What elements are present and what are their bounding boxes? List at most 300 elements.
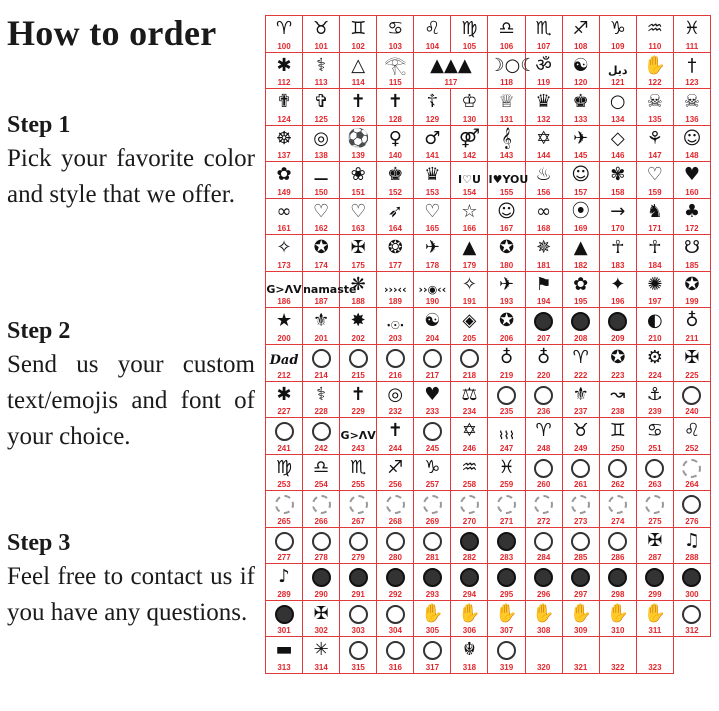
symbol-cell[interactable] — [414, 235, 451, 272]
symbol-number: 186 — [277, 297, 291, 307]
symbol-cell[interactable] — [377, 89, 414, 126]
symbol-number: 207 — [536, 334, 551, 343]
symbol-glyph — [266, 422, 302, 446]
symbol-cell[interactable] — [451, 345, 488, 382]
symbol-cell[interactable] — [451, 601, 488, 638]
symbol-cell[interactable] — [488, 491, 525, 528]
symbol-glyph: ⚊ — [313, 164, 330, 186]
symbol-cell[interactable] — [377, 528, 414, 565]
symbol-cell[interactable] — [526, 528, 563, 565]
symbol-number: 300 — [685, 589, 699, 599]
symbol-cell[interactable] — [600, 528, 637, 565]
symbol-cell[interactable] — [451, 308, 488, 345]
symbol-cell[interactable] — [637, 418, 674, 455]
symbol-number: 234 — [462, 407, 477, 417]
symbol-number: 140 — [388, 151, 402, 161]
symbol-cell[interactable] — [488, 455, 525, 492]
symbol-cell[interactable] — [340, 491, 377, 528]
symbol-cell[interactable] — [303, 272, 357, 309]
symbol-glyph — [451, 532, 487, 556]
symbol-cell[interactable] — [414, 126, 451, 163]
symbol-cell[interactable] — [488, 16, 525, 53]
symbol-cell[interactable] — [674, 235, 711, 272]
symbol-glyph: ♍ — [461, 18, 478, 39]
symbol-cell[interactable] — [414, 308, 451, 345]
symbol-cell[interactable] — [266, 308, 303, 345]
symbol-cell[interactable] — [303, 528, 340, 565]
symbol-cell[interactable] — [600, 345, 637, 382]
symbol-cell[interactable] — [266, 162, 303, 199]
symbol-cell[interactable] — [526, 199, 563, 236]
symbol-number: 267 — [351, 516, 365, 526]
symbol-number: 266 — [314, 516, 328, 526]
symbol-number: 248 — [536, 443, 551, 453]
symbol-cell[interactable] — [377, 418, 414, 455]
symbol-cell[interactable] — [526, 272, 563, 309]
symbol-cell[interactable] — [600, 235, 637, 272]
symbol-cell[interactable] — [340, 162, 377, 199]
symbol-glyph: Dad — [269, 353, 299, 368]
symbol-cell[interactable] — [266, 637, 303, 674]
symbol-cell[interactable] — [526, 637, 563, 674]
symbol-cell[interactable] — [266, 455, 303, 492]
symbol-number: 246 — [462, 443, 477, 453]
symbol-cell[interactable] — [488, 162, 529, 199]
symbol-cell[interactable] — [674, 564, 711, 601]
symbol-number: 184 — [648, 260, 662, 270]
symbol-cell[interactable] — [451, 528, 488, 565]
symbol-cell[interactable] — [414, 53, 488, 90]
medallion-icon — [423, 568, 442, 587]
symbol-number: 209 — [611, 334, 625, 343]
symbol-cell[interactable] — [600, 162, 637, 199]
symbol-cell[interactable] — [563, 382, 600, 419]
symbol-cell[interactable] — [563, 564, 600, 601]
symbol-cell[interactable] — [303, 418, 340, 455]
symbol-cell[interactable] — [526, 382, 563, 419]
symbol-cell[interactable] — [488, 418, 525, 455]
symbol-cell[interactable] — [526, 16, 563, 53]
symbol-glyph — [600, 459, 636, 483]
symbol-cell[interactable] — [637, 564, 674, 601]
symbol-cell[interactable] — [266, 418, 303, 455]
symbol-cell[interactable] — [451, 89, 488, 126]
symbol-cell[interactable] — [563, 455, 600, 492]
symbol-cell[interactable] — [414, 345, 451, 382]
symbol-number: 268 — [388, 516, 402, 526]
symbol-cell[interactable] — [600, 418, 637, 455]
symbol-cell[interactable] — [637, 16, 674, 53]
symbol-cell[interactable] — [377, 235, 414, 272]
symbol-cell[interactable] — [563, 199, 600, 236]
symbol-cell[interactable] — [414, 16, 451, 53]
symbol-cell[interactable] — [377, 455, 414, 492]
symbol-cell[interactable] — [451, 16, 488, 53]
symbol-cell[interactable] — [303, 53, 340, 90]
symbol-number: 232 — [388, 407, 402, 417]
symbol-cell[interactable] — [414, 637, 451, 674]
symbol-cell[interactable] — [600, 382, 637, 419]
symbol-cell[interactable] — [266, 528, 303, 565]
symbol-cell[interactable] — [674, 418, 711, 455]
symbol-cell[interactable] — [600, 308, 637, 345]
symbol-cell[interactable] — [563, 235, 600, 272]
symbol-number: 132 — [536, 114, 551, 124]
symbol-cell[interactable] — [488, 272, 525, 309]
symbol-cell[interactable] — [600, 89, 637, 126]
symbol-cell[interactable] — [600, 637, 637, 674]
symbol-cell[interactable] — [488, 601, 525, 638]
step-1-heading: Step 1 — [7, 112, 71, 138]
symbol-cell[interactable] — [674, 126, 711, 163]
symbol-glyph: ♣ — [683, 200, 701, 222]
symbol-glyph — [303, 349, 339, 373]
symbol-glyph — [303, 495, 339, 519]
symbol-cell[interactable] — [637, 162, 674, 199]
symbol-glyph — [674, 386, 710, 410]
symbol-cell[interactable] — [303, 455, 340, 492]
symbol-cell[interactable] — [303, 126, 340, 163]
symbol-cell[interactable] — [526, 564, 563, 601]
symbol-number: 113 — [314, 78, 328, 88]
symbol-cell[interactable] — [451, 491, 488, 528]
symbol-cell[interactable] — [637, 528, 674, 565]
medallion-icon — [423, 422, 442, 441]
symbol-glyph: ♋ — [646, 420, 663, 442]
symbol-cell[interactable] — [563, 418, 600, 455]
medallion-icon — [349, 349, 368, 368]
symbol-cell[interactable] — [637, 235, 674, 272]
symbol-cell[interactable] — [674, 53, 711, 90]
medallion-icon — [571, 532, 590, 551]
symbol-cell[interactable] — [600, 199, 637, 236]
symbol-glyph: namaste — [303, 282, 357, 296]
symbol-cell[interactable] — [303, 637, 340, 674]
symbol-cell[interactable] — [266, 89, 303, 126]
symbol-cell[interactable] — [303, 601, 340, 638]
symbol-cell[interactable] — [414, 272, 451, 309]
symbol-cell[interactable] — [563, 601, 600, 638]
symbol-cell[interactable] — [637, 53, 674, 90]
symbol-cell[interactable] — [637, 199, 674, 236]
symbol-cell[interactable] — [303, 16, 340, 53]
symbol-cell[interactable] — [488, 528, 525, 565]
medallion-icon — [312, 495, 331, 514]
symbol-cell[interactable] — [340, 528, 377, 565]
symbol-cell[interactable] — [414, 199, 451, 236]
symbol-number: 187 — [314, 297, 328, 307]
symbol-cell[interactable] — [377, 272, 414, 309]
symbol-cell[interactable] — [340, 601, 377, 638]
symbol-cell[interactable] — [414, 382, 451, 419]
medallion-icon — [682, 495, 701, 514]
symbol-cell[interactable] — [600, 16, 637, 53]
symbol-cell[interactable] — [266, 16, 303, 53]
symbol-cell[interactable] — [303, 382, 340, 419]
symbol-cell[interactable] — [488, 564, 525, 601]
symbol-cell[interactable] — [674, 491, 711, 528]
symbol-cell[interactable] — [340, 418, 377, 455]
symbol-cell[interactable] — [340, 235, 377, 272]
symbol-cell[interactable] — [488, 89, 525, 126]
symbol-cell[interactable] — [303, 89, 340, 126]
symbol-glyph: ✋ — [643, 602, 667, 624]
symbol-cell[interactable] — [414, 491, 451, 528]
symbol-cell[interactable] — [303, 199, 340, 236]
symbol-cell[interactable] — [637, 345, 674, 382]
symbol-glyph: ▲ — [573, 237, 588, 259]
symbol-cell[interactable] — [637, 308, 674, 345]
symbol-cell[interactable] — [303, 345, 340, 382]
symbol-cell[interactable] — [451, 637, 488, 674]
symbol-number: 322 — [611, 663, 625, 672]
symbol-cell[interactable] — [637, 89, 674, 126]
symbol-glyph: ✋ — [458, 602, 481, 624]
symbol-cell[interactable] — [526, 455, 563, 492]
symbol-cell[interactable] — [303, 235, 340, 272]
symbol-cell[interactable] — [414, 455, 451, 492]
symbol-number: 264 — [685, 480, 699, 490]
symbol-cell[interactable] — [637, 455, 674, 492]
symbol-cell[interactable] — [266, 564, 303, 601]
symbol-cell[interactable] — [488, 345, 525, 382]
symbol-cell[interactable] — [600, 126, 637, 163]
symbol-cell[interactable] — [377, 162, 414, 199]
symbol-cell[interactable] — [637, 637, 674, 674]
symbol-cell[interactable] — [526, 162, 563, 199]
symbol-cell[interactable] — [674, 162, 711, 199]
symbol-cell[interactable] — [340, 199, 377, 236]
symbol-cell[interactable] — [451, 418, 488, 455]
symbol-number: 139 — [351, 151, 365, 161]
symbol-number: 253 — [277, 480, 291, 490]
symbol-cell[interactable] — [637, 126, 674, 163]
symbol-cell[interactable] — [674, 382, 711, 419]
symbol-cell[interactable] — [266, 53, 303, 90]
symbol-number: 282 — [462, 553, 477, 563]
symbol-cell[interactable] — [303, 162, 340, 199]
symbol-cell[interactable] — [563, 345, 600, 382]
symbol-cell[interactable] — [488, 235, 525, 272]
symbol-cell[interactable] — [414, 89, 451, 126]
symbol-cell[interactable] — [377, 199, 414, 236]
symbol-cell[interactable] — [340, 637, 377, 674]
symbol-glyph: ⚕ — [316, 383, 326, 405]
symbol-number: 270 — [462, 516, 477, 526]
symbol-cell[interactable] — [637, 382, 674, 419]
symbol-number: 130 — [462, 114, 477, 124]
page-title: How to order — [7, 13, 217, 53]
symbol-glyph — [266, 605, 302, 629]
symbol-cell[interactable] — [563, 53, 600, 90]
symbol-cell[interactable] — [377, 308, 414, 345]
symbol-cell[interactable] — [488, 382, 525, 419]
symbol-glyph — [340, 568, 376, 592]
symbol-cell[interactable] — [340, 53, 377, 90]
symbol-cell[interactable] — [674, 16, 711, 53]
symbol-cell[interactable] — [451, 455, 488, 492]
symbol-cell[interactable] — [340, 126, 377, 163]
symbol-cell[interactable] — [600, 491, 637, 528]
symbol-glyph — [488, 641, 524, 665]
step-2-heading: Step 2 — [7, 318, 71, 344]
symbol-cell[interactable] — [674, 308, 711, 345]
symbol-glyph: ♌ — [683, 420, 701, 442]
symbol-cell[interactable] — [600, 272, 637, 309]
symbol-cell[interactable] — [526, 345, 563, 382]
symbol-cell[interactable] — [303, 308, 340, 345]
symbol-cell[interactable] — [414, 162, 451, 199]
symbol-cell[interactable] — [340, 272, 377, 309]
symbol-cell[interactable] — [674, 199, 711, 236]
symbol-cell[interactable] — [563, 162, 600, 199]
symbol-cell[interactable] — [451, 126, 488, 163]
symbol-cell[interactable] — [526, 418, 563, 455]
medallion-icon — [534, 568, 553, 587]
symbol-cell[interactable] — [303, 564, 340, 601]
symbol-cell[interactable] — [451, 199, 488, 236]
symbol-glyph — [600, 495, 636, 519]
symbol-cell[interactable] — [563, 126, 600, 163]
symbol-cell[interactable] — [637, 491, 674, 528]
symbol-cell[interactable] — [600, 53, 637, 90]
symbol-cell[interactable] — [340, 89, 377, 126]
symbol-glyph: ♥ — [683, 164, 701, 186]
symbol-cell[interactable] — [377, 382, 414, 419]
symbol-cell[interactable] — [526, 491, 563, 528]
medallion-icon — [275, 532, 294, 551]
symbol-cell[interactable] — [488, 199, 525, 236]
symbol-cell[interactable] — [266, 199, 303, 236]
symbol-number: 161 — [277, 224, 291, 234]
symbol-cell[interactable] — [266, 345, 303, 382]
symbol-cell[interactable] — [414, 528, 451, 565]
symbol-cell[interactable] — [340, 308, 377, 345]
symbol-glyph: ▬ — [275, 639, 293, 661]
symbol-cell[interactable] — [526, 601, 563, 638]
symbol-number: 228 — [314, 407, 328, 417]
symbol-cell[interactable] — [377, 601, 414, 638]
symbol-cell[interactable] — [563, 89, 600, 126]
symbol-glyph: ✝ — [350, 91, 366, 113]
symbol-cell[interactable] — [451, 162, 488, 199]
symbol-cell[interactable] — [340, 345, 377, 382]
symbol-cell[interactable] — [266, 272, 303, 309]
medallion-icon — [386, 532, 405, 551]
symbol-glyph: ✠ — [684, 347, 700, 368]
symbol-cell[interactable] — [674, 455, 711, 492]
symbol-glyph: ♚ — [387, 164, 404, 186]
symbol-cell[interactable] — [563, 637, 600, 674]
medallion-icon — [386, 568, 405, 587]
symbol-glyph: ✋ — [643, 54, 667, 76]
symbol-cell[interactable] — [563, 272, 600, 309]
symbol-glyph: ꞏ☉ꞏ — [386, 319, 404, 333]
symbol-cell[interactable] — [451, 272, 488, 309]
symbol-cell[interactable] — [377, 53, 414, 90]
symbol-cell[interactable] — [266, 235, 303, 272]
symbol-cell[interactable] — [377, 126, 414, 163]
symbol-number: 276 — [685, 516, 699, 526]
symbol-cell[interactable] — [526, 89, 563, 126]
symbol-cell[interactable] — [377, 637, 414, 674]
symbol-glyph: I♥YOU — [488, 173, 529, 187]
symbol-cell[interactable] — [451, 235, 488, 272]
symbol-cell[interactable] — [340, 382, 377, 419]
symbol-cell[interactable] — [563, 308, 600, 345]
symbol-cell[interactable] — [526, 235, 563, 272]
symbol-number: 313 — [277, 663, 291, 672]
symbol-glyph: ♡ — [350, 200, 367, 222]
symbol-cell[interactable] — [526, 53, 563, 90]
symbol-cell[interactable] — [266, 382, 303, 419]
symbol-cell[interactable] — [674, 345, 711, 382]
symbol-cell[interactable] — [563, 16, 600, 53]
symbol-glyph: ✱ — [276, 383, 292, 405]
symbol-glyph: ♏ — [535, 18, 552, 39]
symbol-cell[interactable] — [266, 126, 303, 163]
symbol-cell[interactable] — [451, 564, 488, 601]
symbol-cell[interactable] — [414, 418, 451, 455]
symbol-cell[interactable] — [377, 16, 414, 53]
symbol-number: 303 — [351, 626, 365, 636]
symbol-cell[interactable] — [526, 308, 563, 345]
symbol-cell[interactable] — [488, 308, 525, 345]
symbol-glyph: † — [687, 54, 697, 76]
symbol-glyph: ☺ — [571, 164, 591, 186]
symbol-cell[interactable] — [674, 601, 711, 638]
symbol-cell[interactable] — [266, 601, 303, 638]
symbol-cell[interactable] — [414, 564, 451, 601]
symbol-number: 155 — [499, 187, 514, 197]
symbol-cell[interactable] — [526, 126, 563, 163]
symbol-cell[interactable] — [637, 601, 674, 638]
symbol-cell[interactable] — [414, 601, 451, 638]
symbol-glyph — [451, 349, 487, 373]
symbol-cell[interactable] — [340, 564, 377, 601]
symbol-glyph: ✧ — [461, 273, 477, 295]
symbol-glyph: ▲ — [462, 237, 477, 259]
symbol-number: 244 — [388, 443, 402, 453]
symbol-cell[interactable] — [637, 272, 674, 309]
symbol-cell[interactable] — [674, 272, 711, 309]
medallion-icon — [312, 568, 331, 587]
symbol-cell[interactable] — [563, 528, 600, 565]
medallion-icon — [386, 641, 405, 660]
symbol-cell[interactable] — [377, 345, 414, 382]
symbol-cell[interactable] — [674, 528, 711, 565]
symbol-number: 236 — [536, 407, 551, 417]
symbol-cell[interactable] — [674, 89, 711, 126]
symbol-cell[interactable] — [600, 564, 637, 601]
symbol-cell[interactable] — [488, 637, 525, 674]
symbol-cell[interactable] — [266, 491, 303, 528]
symbol-cell[interactable] — [600, 455, 637, 492]
symbol-cell[interactable] — [563, 491, 600, 528]
symbol-glyph: ☽○☾ — [488, 54, 537, 76]
symbol-number: 199 — [685, 297, 699, 307]
symbol-cell[interactable] — [303, 491, 340, 528]
symbol-cell[interactable] — [451, 382, 488, 419]
symbol-cell[interactable] — [488, 53, 537, 90]
symbol-cell[interactable] — [340, 16, 377, 53]
symbol-cell[interactable] — [600, 601, 637, 638]
symbol-glyph: ⚑ — [535, 273, 552, 295]
symbol-cell[interactable] — [377, 564, 414, 601]
symbol-cell[interactable] — [377, 491, 414, 528]
symbol-cell[interactable] — [340, 455, 377, 492]
symbol-cell[interactable] — [488, 126, 525, 163]
